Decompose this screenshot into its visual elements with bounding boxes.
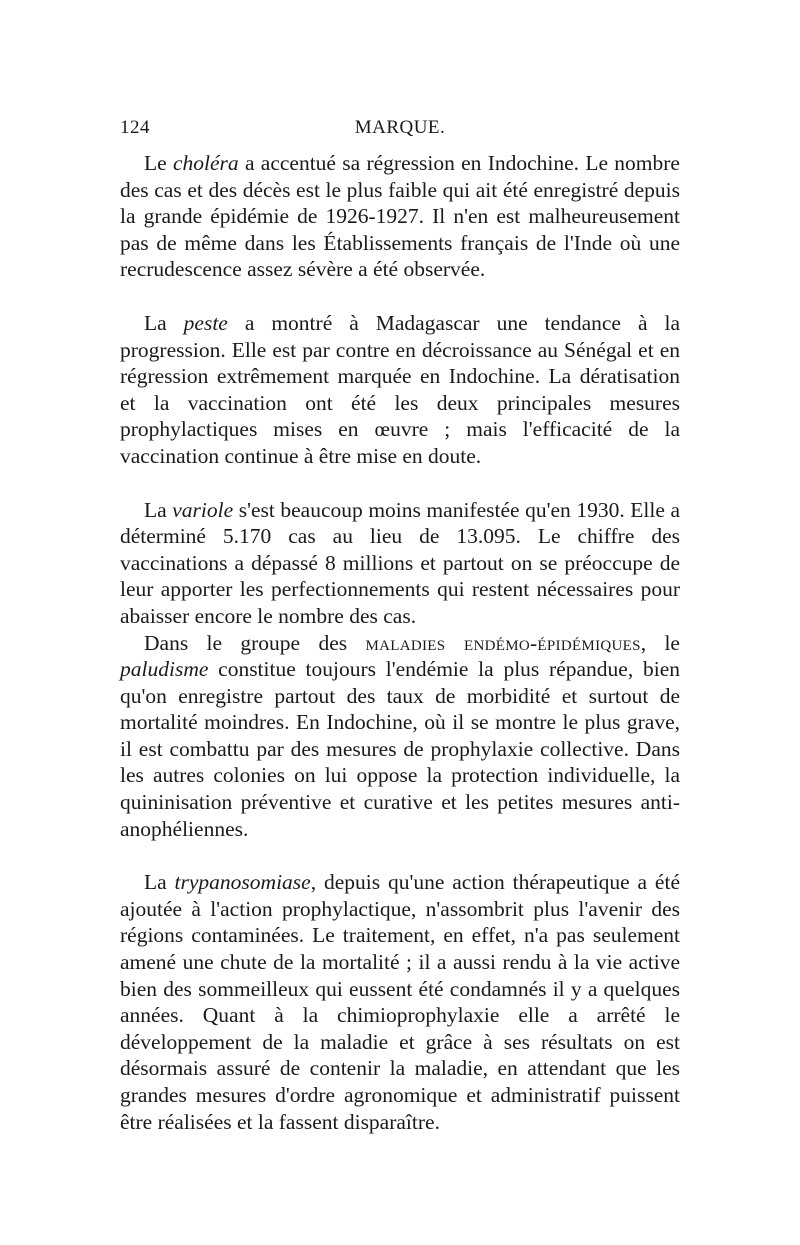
paragraph-text: , le xyxy=(640,630,680,655)
paragraph-paludisme xyxy=(120,630,680,843)
body-text xyxy=(120,150,680,1135)
page-header xyxy=(120,117,680,143)
paragraph-peste xyxy=(120,310,680,470)
paragraph-text: Dans le groupe des xyxy=(144,630,366,655)
section-term-endemic: maladies endémo-épidémiques xyxy=(365,630,641,655)
disease-term-trypanosomiase: trypanosomiase xyxy=(174,870,311,895)
disease-term-cholera: choléra xyxy=(172,151,239,175)
paragraph-text: , depuis qu'une action thérapeutique a été ajoutée à l'action prophylactique, n'assombrit plus l'avenir des régions contaminées. Le traitement, en effet, n'a pas seulement amené une chute de la mortalité ; il a aussi rendu à la vie active bien des sommeilleux qui eussent été condamnés il y a quelques années. Quant à la chimioprophylaxie elle a arrêté le développement de la maladie et grâce à ses résultats on est désormais assuré de contenir la maladie, en attendant que les grandes mesures d'ordre agronomique et administratif puissent être réalisées et la fassent disparaître. xyxy=(120,870,680,1134)
paragraph-text: La xyxy=(144,870,175,895)
paragraph-text: Le xyxy=(144,151,173,175)
paragraph-variole xyxy=(120,497,680,630)
page-number: 124 xyxy=(120,117,150,138)
paragraph-trypanosomiase xyxy=(120,869,680,1135)
disease-term-variole: variole xyxy=(172,497,234,522)
paragraph-text: La xyxy=(144,497,173,522)
disease-term-paludisme: paludisme xyxy=(120,657,209,682)
paragraph-text: s'est beaucoup moins manifestée qu'en 1930. Elle a déterminé 5.170 cas au lieu de 13.095. Le chiffre des vaccinations a dépassé 8 millions et partout on se préoccupe de leur apporter les perfectionnements qui restent nécessaires pour abaisser encore le nombre des cas. xyxy=(120,497,680,628)
running-title: MARQUE. xyxy=(354,117,446,138)
disease-term-peste: peste xyxy=(183,310,228,335)
paragraph-text: La xyxy=(144,310,184,335)
paragraph-text: a accentué sa régression en Indochine. Le nombre des cas et des décès est le plus faible qui ait été enregistré depuis la grande épidémie de 1926-1927. Il n'en est malheureusement pas de même dans les Établissements français de l'Inde où une recrudescence assez sévère a été observée. xyxy=(120,151,680,282)
paragraph-text: a montré à Madagascar une tendance à la progression. Elle est par contre en décroissance au Sénégal et en régression extrêmement marquée en Indochine. La dératisation et la vaccination ont été les deux principales mesures prophylactiques mises en œuvre ; mais l'efficacité de la vaccination continue à être mise en doute. xyxy=(120,310,680,468)
paragraph-cholera xyxy=(120,150,680,283)
paragraph-text: constitue toujours l'endémie la plus répandue, bien qu'on enregistre partout des taux de morbidité et surtout de mortalité moindres. En Indochine, où il se montre le plus grave, il est combattu par des mesures de prophylaxie collective. Dans les autres colonies on lui oppose la protection individuelle, la quininisation préventive et curative et les petites mesures anti-anophéliennes. xyxy=(120,657,680,841)
